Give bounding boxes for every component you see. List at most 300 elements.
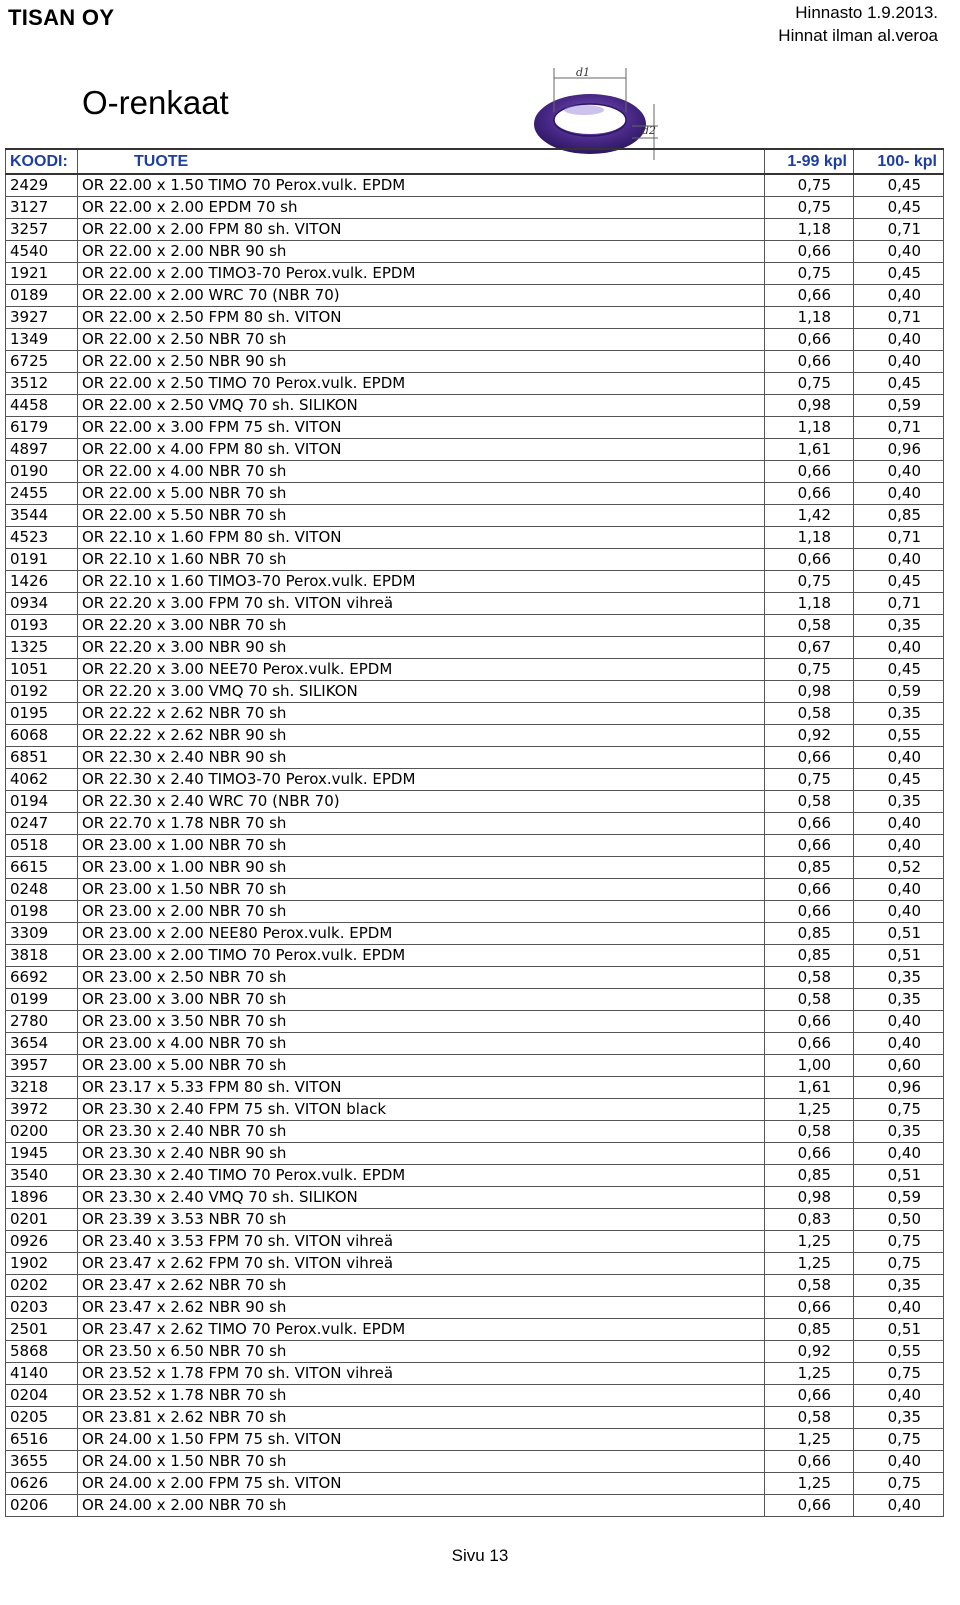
price-100-plus: 0,40	[854, 747, 944, 769]
price-1-99: 0,98	[765, 395, 854, 417]
price-100-plus: 0,59	[854, 395, 944, 417]
page-number: Sivu 13	[451, 1546, 509, 1565]
price-1-99: 0,66	[765, 879, 854, 901]
price-100-plus: 0,51	[854, 1319, 944, 1341]
price-1-99: 1,25	[765, 1363, 854, 1385]
table-row	[6, 263, 944, 285]
pricelist-info	[778, 1, 938, 47]
product-code: 0193	[6, 615, 78, 637]
price-1-99: 0,58	[765, 1121, 854, 1143]
price-1-99: 1,25	[765, 1473, 854, 1495]
price-1-99: 1,00	[765, 1055, 854, 1077]
product-description: OR 22.10 x 1.60 TIMO3-70 Perox.vulk. EPDM	[78, 571, 765, 593]
product-description: OR 23.52 x 1.78 FPM 70 sh. VITON vihreä	[78, 1363, 765, 1385]
product-description: OR 23.50 x 6.50 NBR 70 sh	[78, 1341, 765, 1363]
product-code: 0202	[6, 1275, 78, 1297]
table-row	[6, 351, 944, 373]
price-1-99: 0,75	[765, 174, 854, 197]
product-code: 3218	[6, 1077, 78, 1099]
table-row	[6, 219, 944, 241]
table-row	[6, 901, 944, 923]
product-description: OR 23.00 x 2.00 TIMO 70 Perox.vulk. EPDM	[78, 945, 765, 967]
product-code: 0189	[6, 285, 78, 307]
table-row	[6, 747, 944, 769]
price-1-99: 0,58	[765, 1407, 854, 1429]
price-1-99: 0,66	[765, 1385, 854, 1407]
table-row	[6, 1275, 944, 1297]
price-100-plus: 0,40	[854, 1143, 944, 1165]
product-code: 6068	[6, 725, 78, 747]
product-code: 6179	[6, 417, 78, 439]
product-description: OR 23.00 x 2.00 NEE80 Perox.vulk. EPDM	[78, 923, 765, 945]
product-description: OR 22.20 x 3.00 NBR 70 sh	[78, 615, 765, 637]
table-row	[6, 1297, 944, 1319]
price-1-99: 0,85	[765, 945, 854, 967]
table-row	[6, 769, 944, 791]
price-1-99: 0,85	[765, 1319, 854, 1341]
table-row	[6, 307, 944, 329]
price-100-plus: 0,71	[854, 527, 944, 549]
price-100-plus: 0,45	[854, 197, 944, 219]
product-code: 0934	[6, 593, 78, 615]
product-code: 4458	[6, 395, 78, 417]
price-100-plus: 0,40	[854, 1451, 944, 1473]
product-description: OR 24.00 x 1.50 FPM 75 sh. VITON	[78, 1429, 765, 1451]
price-100-plus: 0,35	[854, 1121, 944, 1143]
table-row	[6, 1231, 944, 1253]
table-row	[6, 1319, 944, 1341]
table-row	[6, 1187, 944, 1209]
product-description: OR 22.20 x 3.00 VMQ 70 sh. SILIKON	[78, 681, 765, 703]
product-description: OR 23.00 x 1.50 NBR 70 sh	[78, 879, 765, 901]
price-100-plus: 0,59	[854, 681, 944, 703]
product-description: OR 22.00 x 2.50 VMQ 70 sh. SILIKON	[78, 395, 765, 417]
product-code: 1921	[6, 263, 78, 285]
price-100-plus: 0,40	[854, 351, 944, 373]
price-1-99: 0,66	[765, 1143, 854, 1165]
price-100-plus: 0,40	[854, 285, 944, 307]
table-row	[6, 593, 944, 615]
price-1-99: 0,75	[765, 659, 854, 681]
price-1-99: 0,58	[765, 791, 854, 813]
product-code: 3127	[6, 197, 78, 219]
product-description: OR 23.81 x 2.62 NBR 70 sh	[78, 1407, 765, 1429]
price-100-plus: 0,50	[854, 1209, 944, 1231]
product-description: OR 22.22 x 2.62 NBR 70 sh	[78, 703, 765, 725]
product-description: OR 23.00 x 3.50 NBR 70 sh	[78, 1011, 765, 1033]
product-description: OR 22.20 x 3.00 NEE70 Perox.vulk. EPDM	[78, 659, 765, 681]
price-100-plus: 0,40	[854, 1033, 944, 1055]
price-100-plus: 0,40	[854, 901, 944, 923]
product-code: 3957	[6, 1055, 78, 1077]
price-1-99: 0,66	[765, 1011, 854, 1033]
product-code: 0203	[6, 1297, 78, 1319]
price-100-plus: 0,35	[854, 1275, 944, 1297]
product-description: OR 22.00 x 2.50 NBR 90 sh	[78, 351, 765, 373]
product-code: 0200	[6, 1121, 78, 1143]
product-code: 0192	[6, 681, 78, 703]
price-1-99: 1,18	[765, 219, 854, 241]
product-code: 1945	[6, 1143, 78, 1165]
table-row	[6, 285, 944, 307]
product-description: OR 22.00 x 2.00 EPDM 70 sh	[78, 197, 765, 219]
price-1-99: 0,66	[765, 835, 854, 857]
product-description: OR 23.40 x 3.53 FPM 70 sh. VITON vihreä	[78, 1231, 765, 1253]
product-code: 6516	[6, 1429, 78, 1451]
table-row	[6, 329, 944, 351]
product-code: 2780	[6, 1011, 78, 1033]
price-100-plus: 0,96	[854, 1077, 944, 1099]
price-100-plus: 0,75	[854, 1363, 944, 1385]
product-description: OR 22.22 x 2.62 NBR 90 sh	[78, 725, 765, 747]
product-code: 0191	[6, 549, 78, 571]
price-100-plus: 0,45	[854, 769, 944, 791]
table-row	[6, 1363, 944, 1385]
price-1-99: 0,75	[765, 197, 854, 219]
table-row	[6, 1077, 944, 1099]
product-code: 1902	[6, 1253, 78, 1275]
table-row	[6, 1033, 944, 1055]
price-100-plus: 0,51	[854, 945, 944, 967]
price-1-99: 0,66	[765, 1495, 854, 1517]
product-description: OR 22.30 x 2.40 TIMO3-70 Perox.vulk. EPDM	[78, 769, 765, 791]
product-code: 2455	[6, 483, 78, 505]
price-1-99: 0,92	[765, 725, 854, 747]
product-code: 2501	[6, 1319, 78, 1341]
table-row	[6, 241, 944, 263]
table-row	[6, 813, 944, 835]
product-description: OR 22.30 x 2.40 WRC 70 (NBR 70)	[78, 791, 765, 813]
price-1-99: 0,66	[765, 483, 854, 505]
product-code: 0205	[6, 1407, 78, 1429]
product-code: 2429	[6, 174, 78, 197]
price-100-plus: 0,40	[854, 813, 944, 835]
price-1-99: 0,58	[765, 615, 854, 637]
price-100-plus: 0,40	[854, 461, 944, 483]
product-description: OR 22.30 x 2.40 NBR 90 sh	[78, 747, 765, 769]
price-100-plus: 0,60	[854, 1055, 944, 1077]
table-row	[6, 1407, 944, 1429]
price-1-99: 0,66	[765, 1033, 854, 1055]
price-100-plus: 0,40	[854, 549, 944, 571]
product-code: 1896	[6, 1187, 78, 1209]
page-title: O-renkaat	[82, 84, 229, 121]
price-100-plus: 0,51	[854, 923, 944, 945]
price-100-plus: 0,45	[854, 571, 944, 593]
product-description: OR 22.10 x 1.60 FPM 80 sh. VITON	[78, 527, 765, 549]
price-100-plus: 0,40	[854, 1297, 944, 1319]
table-row	[6, 879, 944, 901]
product-code: 0201	[6, 1209, 78, 1231]
price-1-99: 0,66	[765, 901, 854, 923]
price-1-99: 0,75	[765, 571, 854, 593]
product-code: 0195	[6, 703, 78, 725]
product-code: 4523	[6, 527, 78, 549]
product-description: OR 22.00 x 3.00 FPM 75 sh. VITON	[78, 417, 765, 439]
price-1-99: 1,61	[765, 439, 854, 461]
product-description: OR 22.20 x 3.00 NBR 90 sh	[78, 637, 765, 659]
table-row	[6, 857, 944, 879]
price-1-99: 0,85	[765, 923, 854, 945]
product-code: 3540	[6, 1165, 78, 1187]
price-100-plus: 0,71	[854, 593, 944, 615]
table-row	[6, 1451, 944, 1473]
table-row	[6, 923, 944, 945]
product-code: 3309	[6, 923, 78, 945]
product-description: OR 23.30 x 2.40 FPM 75 sh. VITON black	[78, 1099, 765, 1121]
d1-label: d1	[576, 66, 591, 79]
price-100-plus: 0,55	[854, 1341, 944, 1363]
table-row	[6, 505, 944, 527]
product-description: OR 23.30 x 2.40 NBR 70 sh	[78, 1121, 765, 1143]
price-100-plus: 0,75	[854, 1429, 944, 1451]
product-code: 1325	[6, 637, 78, 659]
table-row	[6, 395, 944, 417]
product-description: OR 23.00 x 1.00 NBR 70 sh	[78, 835, 765, 857]
price-1-99: 0,66	[765, 747, 854, 769]
price-1-99: 0,85	[765, 857, 854, 879]
product-code: 3927	[6, 307, 78, 329]
price-1-99: 0,58	[765, 967, 854, 989]
column-header-price-large: 100- kpl	[854, 149, 944, 174]
price-100-plus: 0,45	[854, 263, 944, 285]
price-100-plus: 0,51	[854, 1165, 944, 1187]
product-code: 0518	[6, 835, 78, 857]
product-code: 3654	[6, 1033, 78, 1055]
price-100-plus: 0,40	[854, 329, 944, 351]
table-row	[6, 373, 944, 395]
table-row	[6, 1055, 944, 1077]
product-description: OR 23.30 x 2.40 VMQ 70 sh. SILIKON	[78, 1187, 765, 1209]
table-row	[6, 681, 944, 703]
product-description: OR 22.00 x 2.50 FPM 80 sh. VITON	[78, 307, 765, 329]
price-100-plus: 0,40	[854, 1011, 944, 1033]
price-1-99: 0,75	[765, 373, 854, 395]
table-row	[6, 989, 944, 1011]
price-1-99: 0,66	[765, 549, 854, 571]
price-1-99: 0,98	[765, 1187, 854, 1209]
table-row	[6, 571, 944, 593]
price-1-99: 1,25	[765, 1429, 854, 1451]
table-row	[6, 1473, 944, 1495]
product-code: 3972	[6, 1099, 78, 1121]
price-100-plus: 0,40	[854, 483, 944, 505]
table-row	[6, 1253, 944, 1275]
table-row	[6, 703, 944, 725]
price-100-plus: 0,52	[854, 857, 944, 879]
product-description: OR 22.00 x 2.00 TIMO3-70 Perox.vulk. EPDM	[78, 263, 765, 285]
price-100-plus: 0,40	[854, 637, 944, 659]
product-code: 0206	[6, 1495, 78, 1517]
price-1-99: 0,66	[765, 1451, 854, 1473]
table-row	[6, 615, 944, 637]
product-description: OR 22.00 x 2.00 WRC 70 (NBR 70)	[78, 285, 765, 307]
price-1-99: 0,66	[765, 285, 854, 307]
product-description: OR 22.00 x 2.00 FPM 80 sh. VITON	[78, 219, 765, 241]
product-code: 3512	[6, 373, 78, 395]
product-description: OR 22.00 x 2.00 NBR 90 sh	[78, 241, 765, 263]
table-row	[6, 483, 944, 505]
table-row	[6, 945, 944, 967]
price-100-plus: 0,85	[854, 505, 944, 527]
product-code: 0204	[6, 1385, 78, 1407]
price-100-plus: 0,71	[854, 417, 944, 439]
product-description: OR 22.00 x 1.50 TIMO 70 Perox.vulk. EPDM	[78, 174, 765, 197]
product-description: OR 23.30 x 2.40 TIMO 70 Perox.vulk. EPDM	[78, 1165, 765, 1187]
column-header-product: TUOTE	[78, 149, 765, 174]
table-row	[6, 725, 944, 747]
product-description: OR 22.00 x 2.50 TIMO 70 Perox.vulk. EPDM	[78, 373, 765, 395]
product-code: 6615	[6, 857, 78, 879]
price-100-plus: 0,35	[854, 989, 944, 1011]
product-code: 0198	[6, 901, 78, 923]
product-code: 3818	[6, 945, 78, 967]
price-1-99: 1,25	[765, 1253, 854, 1275]
product-description: OR 23.52 x 1.78 NBR 70 sh	[78, 1385, 765, 1407]
price-100-plus: 0,75	[854, 1099, 944, 1121]
product-description: OR 23.47 x 2.62 NBR 90 sh	[78, 1297, 765, 1319]
price-1-99: 0,66	[765, 241, 854, 263]
price-1-99: 0,66	[765, 351, 854, 373]
company-name: TISAN OY	[8, 5, 115, 30]
price-1-99: 0,98	[765, 681, 854, 703]
table-row	[6, 1385, 944, 1407]
price-100-plus: 0,40	[854, 1385, 944, 1407]
table-row	[6, 417, 944, 439]
table-row	[6, 461, 944, 483]
product-code: 0247	[6, 813, 78, 835]
product-code: 1426	[6, 571, 78, 593]
product-code: 6725	[6, 351, 78, 373]
price-100-plus: 0,35	[854, 615, 944, 637]
price-100-plus: 0,40	[854, 879, 944, 901]
table-row	[6, 1099, 944, 1121]
table-row	[6, 1495, 944, 1517]
product-code: 0626	[6, 1473, 78, 1495]
price-1-99: 0,66	[765, 329, 854, 351]
product-code: 0926	[6, 1231, 78, 1253]
price-1-99: 0,58	[765, 1275, 854, 1297]
price-table-body	[6, 174, 944, 1517]
price-100-plus: 0,35	[854, 1407, 944, 1429]
price-100-plus: 0,40	[854, 241, 944, 263]
price-100-plus: 0,35	[854, 967, 944, 989]
product-description: OR 22.70 x 1.78 NBR 70 sh	[78, 813, 765, 835]
product-description: OR 23.00 x 2.50 NBR 70 sh	[78, 967, 765, 989]
price-100-plus: 0,96	[854, 439, 944, 461]
product-description: OR 23.47 x 2.62 TIMO 70 Perox.vulk. EPDM	[78, 1319, 765, 1341]
price-100-plus: 0,35	[854, 703, 944, 725]
table-row	[6, 1121, 944, 1143]
product-code: 1349	[6, 329, 78, 351]
product-code: 6851	[6, 747, 78, 769]
product-description: OR 23.00 x 1.00 NBR 90 sh	[78, 857, 765, 879]
price-1-99: 1,18	[765, 593, 854, 615]
price-100-plus: 0,55	[854, 725, 944, 747]
price-table	[5, 148, 944, 1517]
product-description: OR 22.10 x 1.60 NBR 70 sh	[78, 549, 765, 571]
product-description: OR 22.00 x 2.50 NBR 70 sh	[78, 329, 765, 351]
price-1-99: 0,58	[765, 989, 854, 1011]
table-row	[6, 967, 944, 989]
table-row	[6, 197, 944, 219]
table-header-row	[6, 149, 944, 174]
product-code: 6692	[6, 967, 78, 989]
table-row	[6, 659, 944, 681]
table-row	[6, 1209, 944, 1231]
price-1-99: 0,75	[765, 263, 854, 285]
product-code: 0199	[6, 989, 78, 1011]
price-100-plus: 0,40	[854, 1495, 944, 1517]
price-1-99: 1,42	[765, 505, 854, 527]
product-code: 0190	[6, 461, 78, 483]
price-1-99: 0,92	[765, 1341, 854, 1363]
column-header-code: KOODI:	[6, 149, 78, 174]
table-row	[6, 1011, 944, 1033]
product-description: OR 22.00 x 5.00 NBR 70 sh	[78, 483, 765, 505]
product-code: 4140	[6, 1363, 78, 1385]
price-100-plus: 0,45	[854, 373, 944, 395]
product-code: 4062	[6, 769, 78, 791]
table-row	[6, 1165, 944, 1187]
product-description: OR 23.00 x 5.00 NBR 70 sh	[78, 1055, 765, 1077]
price-1-99: 1,25	[765, 1099, 854, 1121]
table-row	[6, 1429, 944, 1451]
product-description: OR 23.00 x 4.00 NBR 70 sh	[78, 1033, 765, 1055]
price-1-99: 1,18	[765, 307, 854, 329]
table-row	[6, 174, 944, 197]
product-description: OR 23.00 x 3.00 NBR 70 sh	[78, 989, 765, 1011]
price-100-plus: 0,75	[854, 1231, 944, 1253]
product-description: OR 24.00 x 2.00 NBR 70 sh	[78, 1495, 765, 1517]
product-description: OR 23.47 x 2.62 NBR 70 sh	[78, 1275, 765, 1297]
price-100-plus: 0,75	[854, 1253, 944, 1275]
price-100-plus: 0,75	[854, 1473, 944, 1495]
price-note: Hinnat ilman al.veroa	[778, 26, 938, 45]
product-code: 4540	[6, 241, 78, 263]
table-row	[6, 527, 944, 549]
price-1-99: 0,66	[765, 1297, 854, 1319]
product-description: OR 23.47 x 2.62 FPM 70 sh. VITON vihreä	[78, 1253, 765, 1275]
table-row	[6, 835, 944, 857]
product-code: 3655	[6, 1451, 78, 1473]
price-100-plus: 0,40	[854, 835, 944, 857]
table-row	[6, 439, 944, 461]
column-header-price-small: 1-99 kpl	[765, 149, 854, 174]
product-description: OR 24.00 x 2.00 FPM 75 sh. VITON	[78, 1473, 765, 1495]
product-description: OR 23.30 x 2.40 NBR 90 sh	[78, 1143, 765, 1165]
price-1-99: 0,58	[765, 703, 854, 725]
product-description: OR 22.00 x 4.00 FPM 80 sh. VITON	[78, 439, 765, 461]
product-description: OR 23.17 x 5.33 FPM 80 sh. VITON	[78, 1077, 765, 1099]
product-description: OR 22.00 x 5.50 NBR 70 sh	[78, 505, 765, 527]
price-1-99: 0,85	[765, 1165, 854, 1187]
product-description: OR 23.39 x 3.53 NBR 70 sh	[78, 1209, 765, 1231]
price-1-99: 0,83	[765, 1209, 854, 1231]
table-row	[6, 791, 944, 813]
product-code: 5868	[6, 1341, 78, 1363]
price-100-plus: 0,71	[854, 219, 944, 241]
pricelist-date: Hinnasto 1.9.2013.	[795, 3, 938, 22]
price-100-plus: 0,71	[854, 307, 944, 329]
table-row	[6, 1341, 944, 1363]
price-1-99: 1,18	[765, 527, 854, 549]
product-code: 3544	[6, 505, 78, 527]
product-code: 0194	[6, 791, 78, 813]
table-row	[6, 1143, 944, 1165]
product-code: 0248	[6, 879, 78, 901]
product-description: OR 22.00 x 4.00 NBR 70 sh	[78, 461, 765, 483]
